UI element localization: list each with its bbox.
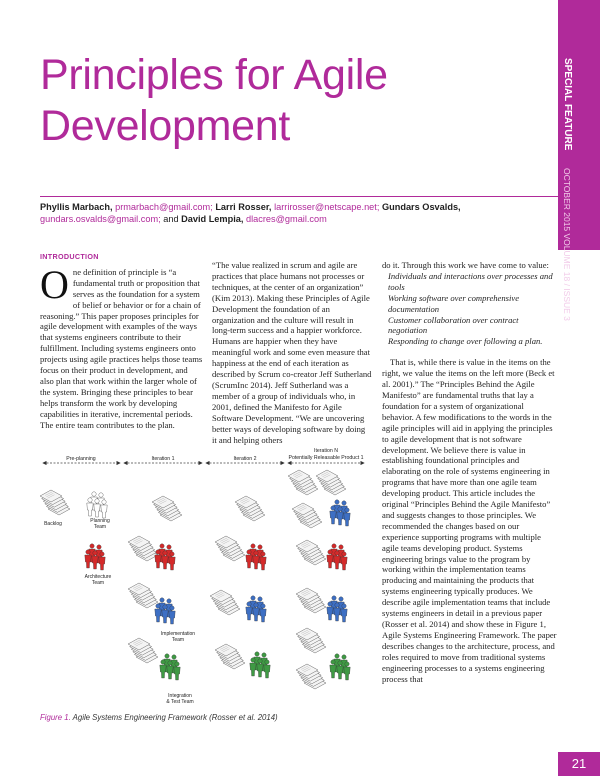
phase-iteration-1: Iteration 1: [151, 456, 175, 462]
person-figure: [344, 662, 350, 680]
manifesto-item: Individuals and interactions over processes and tools: [388, 270, 553, 292]
framework-diagram: [40, 448, 366, 710]
person-figure: [260, 604, 266, 622]
phase-iteration-2: Iteration 2: [233, 456, 257, 462]
team-blue: [246, 596, 266, 622]
person-figure: [334, 551, 340, 569]
person-figure: [246, 550, 252, 568]
person-figure: [174, 662, 180, 680]
person-figure: [337, 507, 343, 525]
article-title: [40, 50, 540, 152]
section-heading: INTRODUCTION: [40, 252, 99, 261]
label-planning-team: Planning: [90, 518, 110, 524]
phase-iteration-n-sub: Potentially Releasable Product 1: [288, 455, 364, 461]
team-red: [246, 544, 266, 570]
person-figure: [169, 606, 175, 624]
author-4-name: David Lempia,: [181, 214, 244, 224]
authors-and: and: [163, 214, 179, 224]
team-blue: [330, 500, 350, 526]
side-tab-labels: [560, 46, 600, 321]
person-figure: [85, 550, 91, 568]
person-figure: [162, 605, 168, 623]
person-figure: [330, 506, 336, 524]
phase-iteration-n: Iteration N: [314, 448, 338, 454]
planning-team: [87, 492, 107, 518]
label-backlog: Backlog: [44, 521, 62, 527]
label-integration-team-2: & Test Team: [166, 699, 194, 705]
person-figure: [341, 552, 347, 570]
label-implementation-team: Implementation: [160, 631, 196, 637]
intro-text: ne definition of principle is “a fundamental truth or proposition that serves as the foundation for a system of belief or behavior or for a chain of reasoning.” This paper proposes principles for agile development with examples of the ways that systems engineers contribute to their fulfillment. Including systems engineers onto projects using agile practices helps those teams focus on their product in development, and also plan that work within the larger whole of the system. Bringing these principles to bear helps transform the work by developing capabilities in iterative, incremental periods. The entire team contributes to the plan.: [40, 266, 203, 430]
page-number: 21: [558, 752, 600, 776]
doc-stack: [296, 540, 326, 565]
team-red: [155, 544, 175, 570]
column-1: [40, 252, 203, 431]
doc-stack: [288, 470, 318, 495]
person-figure: [337, 661, 343, 679]
person-figure: [162, 551, 168, 569]
person-figure: [253, 603, 259, 621]
column-3-text: That is, while there is value in the items on the right, we value the items on the left more (Beck et al. 2001).” The “Principles Behind the Agile Manifesto” are fundamental truths that lay a foundation for a system of organizational behavior. A few modifications to the words in the agile principles will aid in applying the principles to agile development that is not software development. We believe there is value in establishing foundational principles and elaborating on the role of systems engineering in programs that have more than one agile team developing product. This article includes the original “Principles Behind the Agile Manifesto” and suggests changes to those principles. We recommended the changes based on our experience supporting programs with multiple agile teams developing product. Systems engineering brings value to the program by working within the implementation teams producing and maintaining the products that systems engineering typically produces. We describe agile implementation teams that include systems engineers in detail in a previous paper (Rosser et al. 2014) and show these in Figure 1, Agile Systems Engineering Framework. The paper describes changes to the architecture, process, and roles required to move from traditional systems engineering processes to a systems engineering process that: [382, 357, 557, 684]
person-figure: [260, 552, 266, 570]
person-figure: [257, 659, 263, 677]
person-figure: [250, 658, 256, 676]
person-figure: [99, 552, 105, 570]
doc-stack: [296, 664, 326, 689]
doc-stack: [235, 496, 265, 521]
author-2-email[interactable]: larrirosser@netscape.net;: [274, 202, 380, 212]
column-3-lead: do it. Through this work we have come to value:: [382, 260, 549, 270]
team-blue: [327, 596, 347, 622]
doc-stack: [210, 590, 240, 615]
team-green: [330, 654, 350, 680]
person-figure: [169, 552, 175, 570]
author-1-name: Phyllis Marbach,: [40, 202, 113, 212]
person-figure: [155, 550, 161, 568]
team-green: [250, 652, 270, 678]
author-3-email[interactable]: gundars.osvalds@gmail.com;: [40, 214, 161, 224]
doc-stack: [296, 588, 326, 613]
label-architecture-team: Architecture: [84, 574, 112, 580]
person-figure: [92, 551, 98, 569]
doc-stack: [215, 536, 245, 561]
manifesto-item: Working software over comprehensive documentation: [388, 292, 520, 314]
doc-stack: [215, 644, 245, 669]
column-3: [382, 260, 557, 684]
doc-stack: [128, 583, 158, 608]
author-2-name: Larri Rosser,: [215, 202, 272, 212]
doc-stack: [296, 628, 326, 653]
figure-1: [40, 448, 366, 710]
doc-stack: [292, 503, 322, 528]
manifesto-item: Customer collaboration over contract negotiation: [388, 314, 519, 336]
doc-stack: [316, 470, 346, 495]
integration-team: [160, 654, 180, 680]
person-figure: [167, 661, 173, 679]
person-figure: [87, 498, 93, 516]
person-figure: [246, 602, 252, 620]
label-integration-team: Integration: [168, 693, 192, 699]
person-figure: [264, 660, 270, 678]
caption-text: Agile Systems Engineering Framework (Rosser et al. 2014): [72, 713, 278, 722]
person-figure: [344, 508, 350, 526]
header-rule: [40, 196, 558, 197]
column-2-text: “The value realized in scrum and agile are practices that place humans not processes or techniques, at the center of an organization” (Kim 2013). Making these Principles of Agile Development the foundation of an organization and the culture will result in long-term success and a happier workforce. Humans are happier when they have meaningful work and some even measure that happiness at the end of each iteration as described by Scrum co-creator Jeff Sutherland (ScrumInc 2014). Jeff Sutherland was a member of a group of individuals who, in 2001, defined the Manifesto for Agile Software Development. “We are uncovering better ways of developing software by doing it and helping others: [212, 260, 372, 445]
column-2: [212, 260, 372, 445]
doc-stack: [128, 638, 158, 663]
person-figure: [101, 500, 107, 518]
architecture-team: [85, 544, 105, 570]
special-feature-label: SPECIAL FEATURE: [562, 58, 573, 151]
person-figure: [155, 604, 161, 622]
drop-cap: O: [40, 261, 69, 307]
title-line-2: Development: [40, 102, 291, 150]
caption-prefix: Figure 1.: [40, 713, 71, 722]
person-figure: [94, 499, 100, 517]
figure-caption: [40, 713, 370, 722]
person-figure: [327, 550, 333, 568]
person-figure: [160, 660, 166, 678]
title-line-1: Principles for Agile: [40, 51, 388, 99]
issue-label: OCTOBER 2015 VOLUME 18 / ISSUE 3: [562, 168, 572, 321]
team-red: [327, 544, 347, 570]
author-3-name: Gundars Osvalds,: [381, 202, 461, 212]
author-4-email[interactable]: dlacres@gmail.com: [245, 214, 327, 224]
label-implementation-team-2: Team: [171, 637, 185, 643]
person-figure: [327, 602, 333, 620]
person-figure: [253, 551, 259, 569]
phase-preplanning: Pre-planning: [66, 456, 96, 462]
label-planning-team-2: Team: [93, 524, 107, 530]
manifesto-item: Responding to change over following a plan.: [388, 336, 543, 347]
intro-paragraph: [40, 261, 203, 431]
authors-line: [40, 201, 555, 225]
doc-stack: [128, 536, 158, 561]
label-architecture-team-2: Team: [91, 580, 105, 586]
person-figure: [330, 660, 336, 678]
doc-stack: [152, 496, 182, 521]
person-figure: [341, 604, 347, 622]
author-1-email[interactable]: prmarbach@gmail.com;: [115, 202, 213, 212]
backlog-stack: [40, 490, 70, 515]
person-figure: [334, 603, 340, 621]
